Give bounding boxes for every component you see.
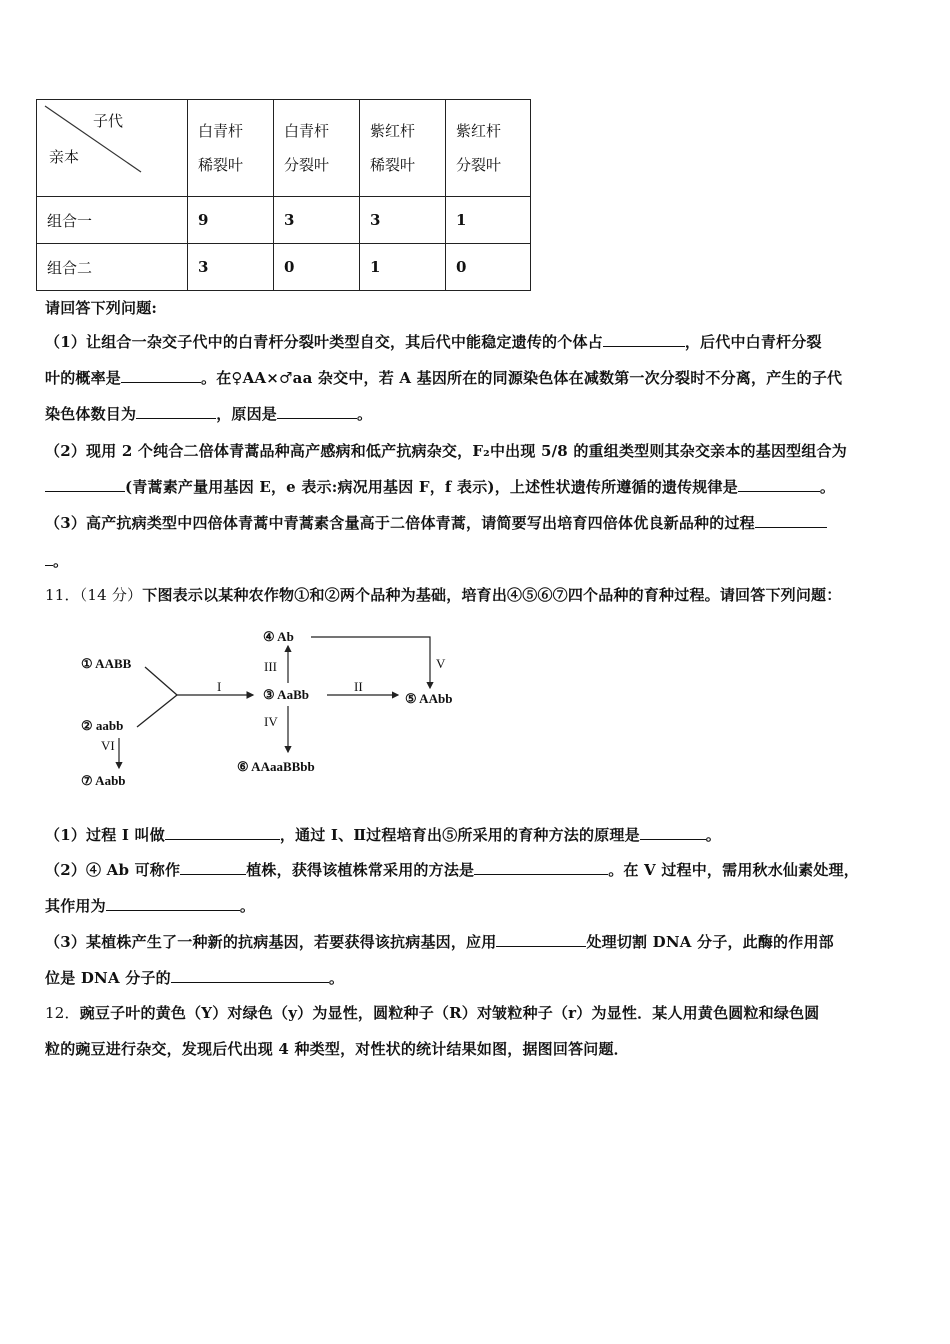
question-number: 11．（14 分） bbox=[45, 586, 143, 604]
question-number: 12． bbox=[45, 1004, 80, 1022]
answer-blank[interactable] bbox=[474, 860, 608, 875]
answer-blank[interactable] bbox=[45, 551, 53, 566]
answer-blank[interactable] bbox=[171, 968, 329, 983]
q11-part3-line1: （3）某植株产生了一种新的抗病基因，若要获得该抗病基因，应用 处理切割 DNA 分子，此酶的作用部 bbox=[45, 933, 834, 951]
corner-parent-label: 亲本 bbox=[49, 148, 80, 166]
answer-blank[interactable] bbox=[603, 332, 685, 347]
answer-blank[interactable] bbox=[755, 513, 827, 528]
table-cell: 3 bbox=[274, 197, 360, 244]
row-label: 组合一 bbox=[37, 197, 188, 244]
table-row bbox=[37, 244, 531, 291]
process-label-ii: II bbox=[354, 679, 363, 694]
table-cell: 9 bbox=[188, 197, 274, 244]
process-label-v: V bbox=[436, 656, 446, 671]
answer-blank[interactable] bbox=[136, 404, 216, 419]
row-label: 组合二 bbox=[37, 244, 188, 291]
answer-blank[interactable] bbox=[165, 825, 280, 840]
node-7-aabb: ⑦ Aabb bbox=[81, 773, 126, 788]
column-header: 白青杆 分裂叶 bbox=[274, 100, 360, 197]
table-header-row bbox=[37, 100, 531, 197]
answer-blank[interactable] bbox=[106, 896, 240, 911]
process-label-iii: III bbox=[264, 659, 277, 674]
table-cell: 1 bbox=[446, 197, 531, 244]
table-cell: 3 bbox=[188, 244, 274, 291]
table-cell: 0 bbox=[446, 244, 531, 291]
q11-part2-line1: （2）④ Ab 可称作 植株，获得该植株常采用的方法是 。在 V 过程中，需用秋水仙素处理， bbox=[45, 861, 859, 879]
answer-blank[interactable] bbox=[738, 477, 820, 492]
answer-blank[interactable] bbox=[121, 368, 201, 383]
table-row bbox=[37, 197, 531, 244]
node-5-aabb: ⑤ AAbb bbox=[405, 691, 453, 706]
answer-blank[interactable] bbox=[496, 932, 586, 947]
table-cell: 3 bbox=[360, 197, 446, 244]
q11-stem: 11．（14 分）下图表示以某种农作物①和②两个品种为基础，培育出④⑤⑥⑦四个品种的育种过程。请回答下列问题： bbox=[45, 586, 842, 604]
cross-result-table bbox=[36, 99, 531, 291]
answer-blank[interactable] bbox=[277, 404, 357, 419]
table-corner-cell bbox=[37, 100, 188, 197]
q10-part3-line1: （3）高产抗病类型中四倍体青蒿中青蒿素含量高于二倍体青蒿，请简要写出培育四倍体优良新品种的过程 bbox=[45, 512, 827, 533]
q11-part2-line2: 其作用为 。 bbox=[45, 897, 256, 915]
q12-line2: 粒的豌豆进行杂交，发现后代出现 4 种类型，对性状的统计结果如图，据图回答问题． bbox=[45, 1040, 629, 1058]
column-header: 白青杆 稀裂叶 bbox=[188, 100, 274, 197]
node-2-aabb: ② aabb bbox=[81, 718, 124, 733]
node-6-aaaabbbb: ⑥ AAaaBBbb bbox=[237, 759, 315, 774]
node-3-aabb: ③ AaBb bbox=[263, 687, 309, 702]
q10-part1-line1: （1）让组合一杂交子代中的白青杆分裂叶类型自交，其后代中能稳定遗传的个体占 ，后代中白青杆分裂 bbox=[45, 333, 822, 351]
q12-line1: 12．豌豆子叶的黄色（Y）对绿色（y）为显性，圆粒种子（R）对皱粒种子（r）为显性．某人用黄色圆粒和绿色圆 bbox=[45, 1004, 820, 1022]
answer-blank[interactable] bbox=[45, 477, 125, 492]
q10-prompt: 请回答下列问题: bbox=[45, 299, 158, 317]
process-label-iv: IV bbox=[264, 714, 278, 729]
answer-blank[interactable] bbox=[640, 825, 706, 840]
q10-part3-line2: 。 bbox=[45, 550, 68, 571]
q10-part2-line1: （2）现用 2 个纯合二倍体青蒿品种高产感病和低产抗病杂交，F₂中出现 5/8 的重组类型则其杂交亲本的基因型组合为 bbox=[45, 442, 847, 460]
process-label-i: I bbox=[217, 679, 222, 694]
answer-blank[interactable] bbox=[180, 860, 246, 875]
node-1-aabb: ① AABB bbox=[81, 656, 132, 671]
column-header: 紫红杆 稀裂叶 bbox=[360, 100, 446, 197]
table-cell: 0 bbox=[274, 244, 360, 291]
q10-part1-line2: 叶的概率是 。在♀AA×♂aa 杂交中，若 A 基因所在的同源染色体在减数第一次分裂时不分离，产生的子代 bbox=[45, 369, 843, 387]
node-4-ab: ④ Ab bbox=[263, 629, 294, 644]
q11-part1: （1）过程 I 叫做 ，通过 I、Ⅱ过程培育出⑤所采用的育种方法的原理是 。 bbox=[45, 826, 721, 844]
q11-part3-line2: 位是 DNA 分子的 。 bbox=[45, 969, 345, 987]
q10-part1-line3: 染色体数目为 ，原因是 。 bbox=[45, 405, 373, 423]
table-cell: 1 bbox=[360, 244, 446, 291]
breeding-process-diagram bbox=[75, 620, 475, 795]
column-header: 紫红杆 分裂叶 bbox=[446, 100, 531, 197]
q10-part2-line2: (青蒿素产量用基因 E，e 表示:病况用基因 F，f 表示)，上述性状遗传所遵循的遗传规律是 。 bbox=[45, 476, 835, 497]
corner-offspring-label: 子代 bbox=[93, 112, 124, 130]
process-label-vi: VI bbox=[101, 738, 115, 753]
